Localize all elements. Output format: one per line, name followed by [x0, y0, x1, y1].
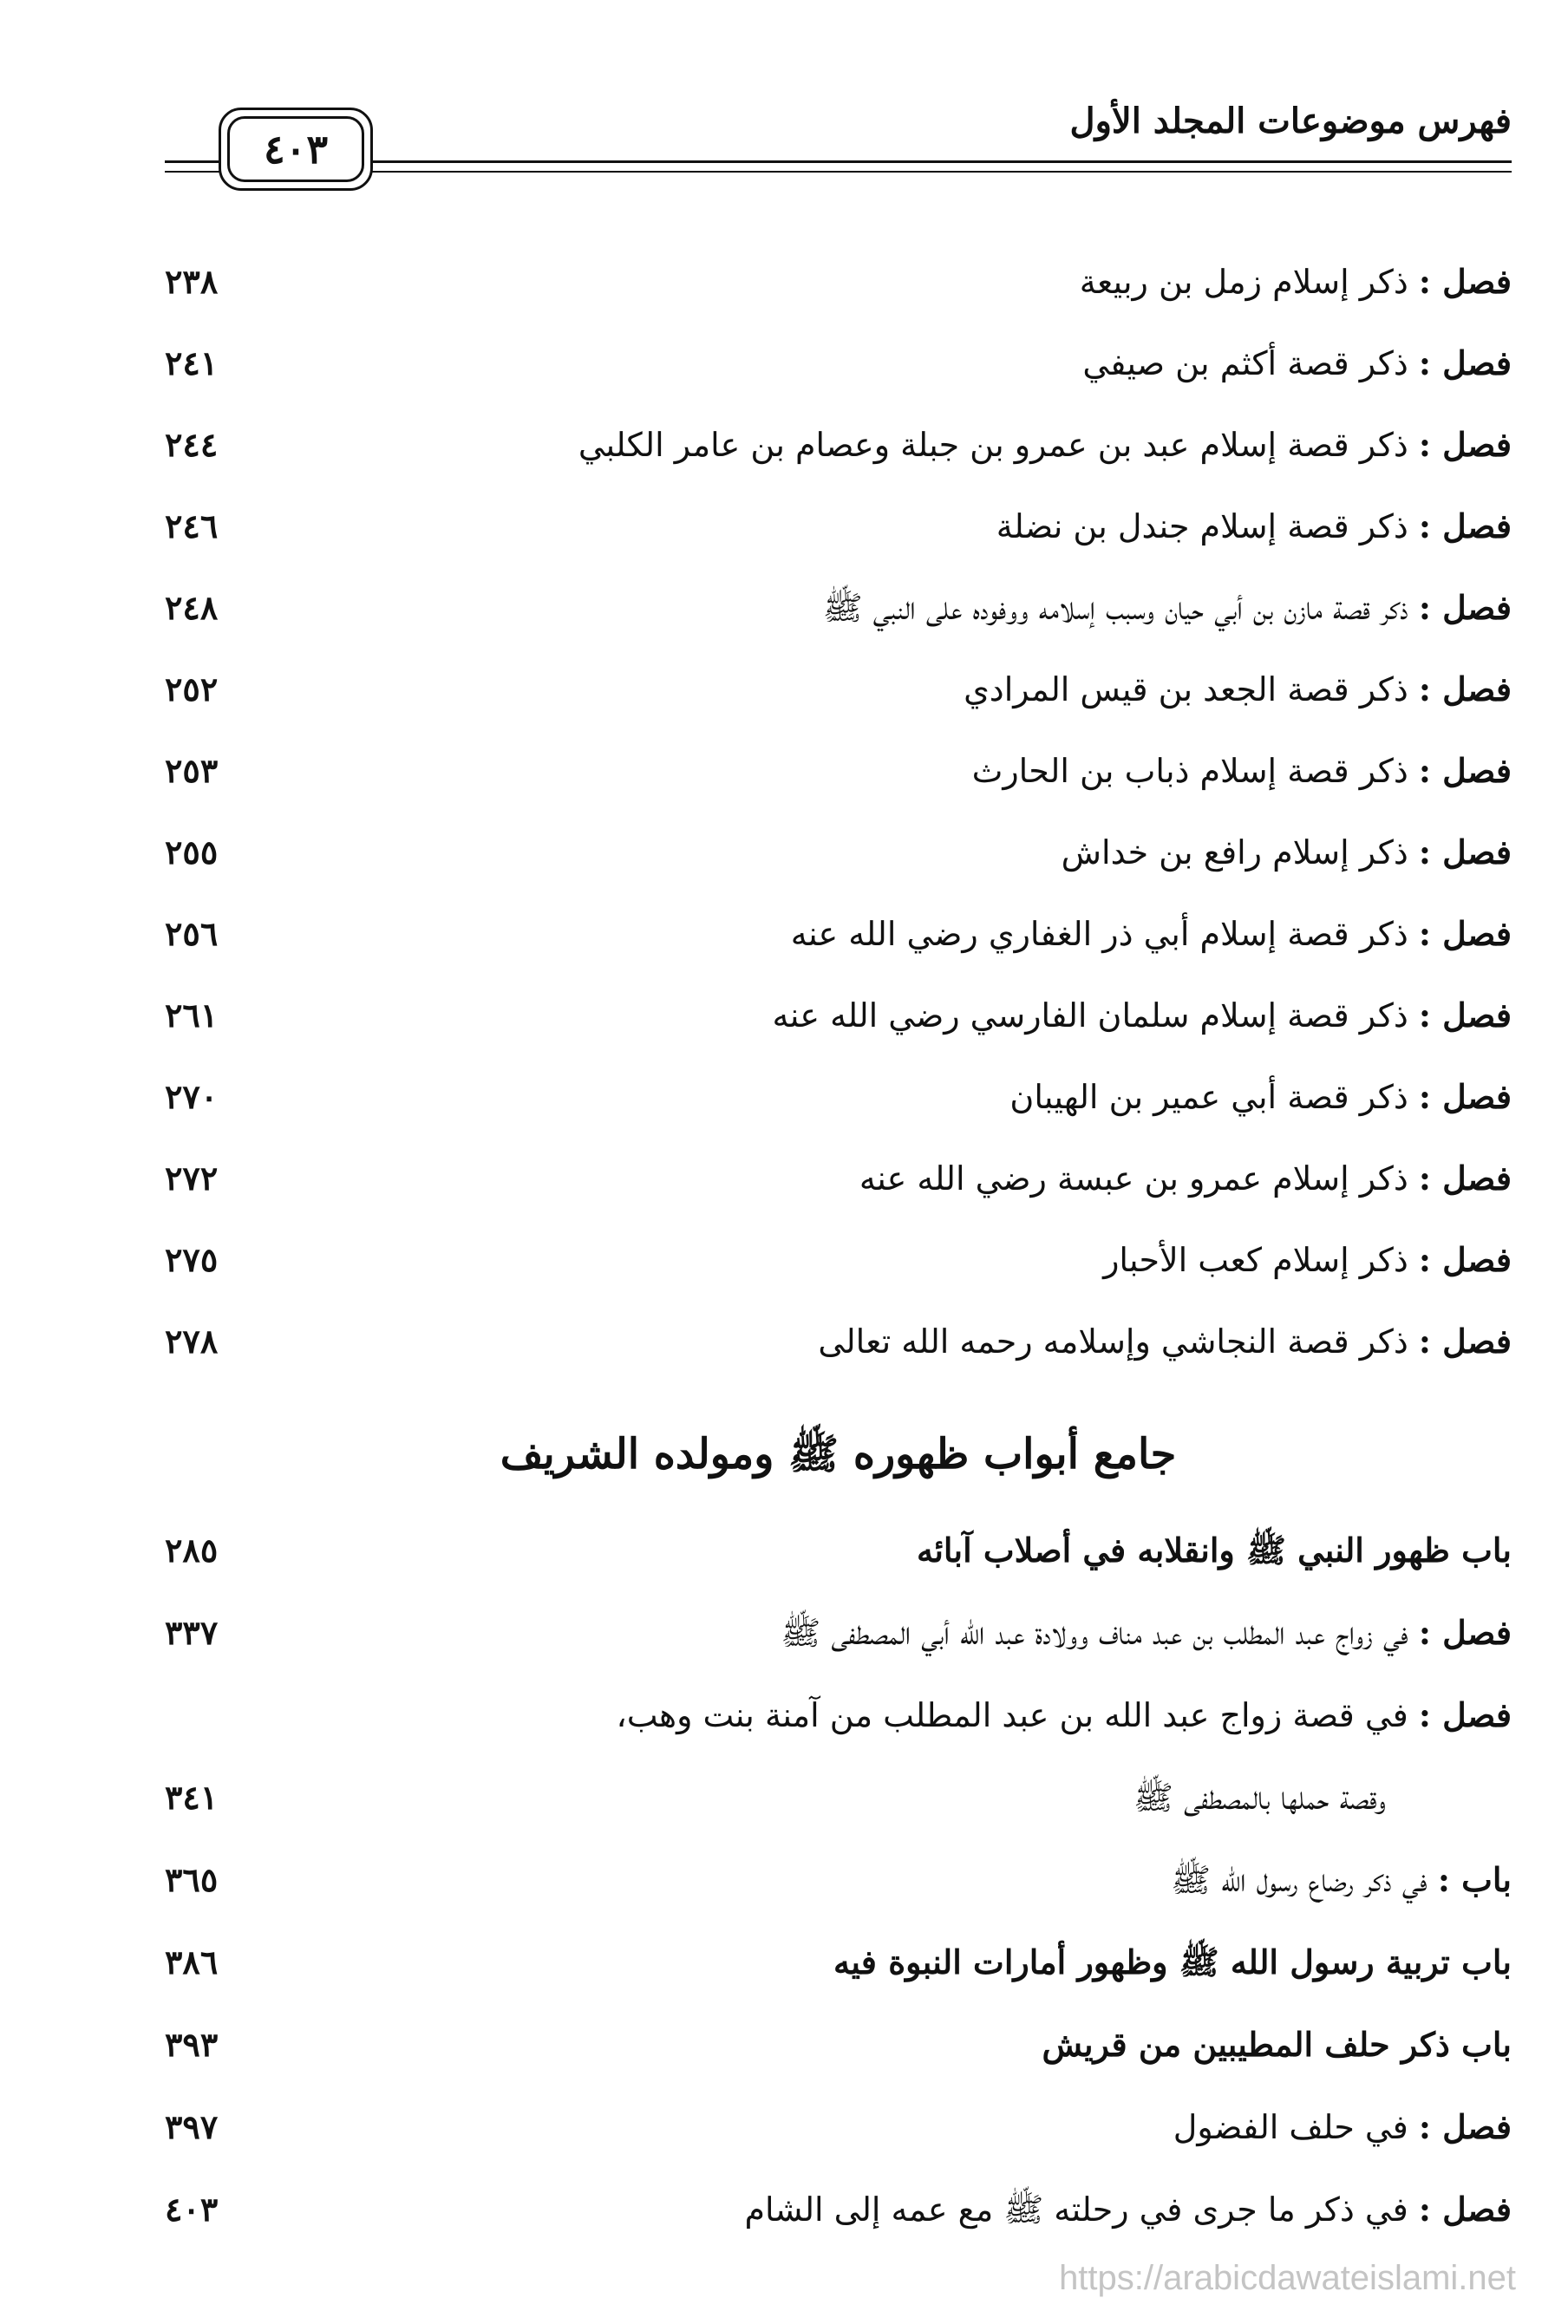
- entry-label: فصل :: [1418, 262, 1512, 301]
- entry-text: ذكر قصة إسلام سلمان الفارسي رضي الله عنه: [772, 996, 1408, 1035]
- entry-title: [744, 2185, 1512, 2234]
- index-entry: [165, 1236, 1512, 1296]
- entry-page-number: ٣٦٥: [165, 1860, 219, 1899]
- entry-label: فصل :: [1418, 1613, 1512, 1652]
- entry-text: ذكر قصة إسلام ذباب بن الحارث: [971, 752, 1408, 790]
- entry-page-number: ٢٤٨: [165, 588, 219, 627]
- entry-title: [1080, 258, 1512, 306]
- entry-page-number: ٢٧٢: [165, 1159, 219, 1198]
- entry-page-number: ٢٧٠: [165, 1077, 219, 1116]
- entry-text: ذكر إسلام كعب الأحبار: [1103, 1241, 1408, 1279]
- entry-text: ذكر إسلام زمل بن ربيعة: [1079, 263, 1408, 301]
- entry-label: فصل :: [1418, 1240, 1512, 1279]
- entry-label: فصل :: [1418, 2107, 1512, 2146]
- entry-title: [1062, 828, 1512, 877]
- entry-title: [578, 421, 1512, 469]
- entry-label: فصل :: [1418, 751, 1512, 790]
- entry-title: [1103, 1236, 1512, 1284]
- entry-page-number: ٢٥٢: [165, 669, 219, 708]
- entry-page-number: ٢٥٣: [165, 751, 219, 790]
- running-header-title: فهرس موضوعات المجلد الأول: [1069, 101, 1512, 141]
- entry-text: في قصة زواج عبد الله بن عبد المطلب من آمنة بنت وهب،: [616, 1696, 1408, 1734]
- entry-title: [773, 991, 1512, 1040]
- index-entry: [165, 2185, 1512, 2246]
- entry-label: باب :: [1437, 1860, 1512, 1899]
- entry-title: [1173, 2103, 1512, 2151]
- index-entry: [165, 1691, 1512, 1752]
- entry-title: باب تربية رسول الله ﷺ وظهور أمارات النبوة فيه: [833, 1942, 1512, 1981]
- index-entry: [165, 828, 1512, 889]
- index-entry: [165, 2020, 1512, 2081]
- entry-label: فصل :: [1418, 425, 1512, 464]
- section-heading: جامع أبواب ظهوره ﷺ ومولده الشريف: [500, 1430, 1177, 1479]
- entry-title: [1009, 1073, 1512, 1121]
- index-entry: [165, 584, 1512, 644]
- entry-title: باب ظهور النبي ﷺ وانقلابه في أصلاب آبائه: [916, 1531, 1512, 1570]
- entry-page-number: ٣٨٦: [165, 1942, 219, 1981]
- entry-text: ذكر قصة الجعد بن قيس المرادي: [964, 670, 1408, 708]
- entry-page-number: ٢٦١: [165, 996, 219, 1035]
- watermark-url: https://arabicdawateislami.net: [1059, 2259, 1516, 2297]
- entry-label: فصل :: [1418, 1322, 1512, 1361]
- entry-title: باب ذكر حلف المطيبين من قريش: [1042, 2025, 1512, 2064]
- entry-label: فصل :: [1418, 832, 1512, 872]
- entry-page-number: ٣٩٣: [165, 2025, 219, 2064]
- page-number: ٤٠٣: [263, 126, 329, 173]
- entry-page-number: ٢٤١: [165, 343, 219, 382]
- entry-label: فصل :: [1418, 996, 1512, 1035]
- index-entry: [165, 339, 1512, 400]
- entry-page-number: ٣٣٧: [165, 1613, 219, 1652]
- entry-title: [972, 747, 1512, 795]
- page-number-frame: [219, 108, 373, 191]
- entry-label: فصل :: [1418, 343, 1512, 382]
- entry-title: [996, 502, 1512, 551]
- index-entry: [165, 1317, 1512, 1378]
- entry-label: فصل :: [1418, 1159, 1512, 1198]
- entry-text: ذكر قصة إسلام جندل بن نضلة: [996, 507, 1408, 545]
- entry-label: فصل :: [1418, 1077, 1512, 1116]
- index-entry: [165, 747, 1512, 807]
- entry-title: [823, 584, 1512, 632]
- index-entry: [165, 1154, 1512, 1215]
- entry-text: ذكر قصة إسلام عبد بن عمرو بن جبلة وعصام بن عامر الكلبي: [578, 426, 1408, 464]
- entry-page-number: ٣٤١: [165, 1778, 219, 1817]
- entry-page-number: ٤٠٣: [165, 2190, 219, 2229]
- entry-label: فصل :: [1418, 588, 1512, 627]
- index-entry: [165, 910, 1512, 970]
- entry-title: وقصة حملها بالمصطفى ﷺ: [1134, 1779, 1386, 1817]
- entry-title: [859, 1154, 1512, 1203]
- index-entry: [165, 1073, 1512, 1133]
- entry-text: ذكر إسلام رافع بن خداش: [1061, 833, 1408, 872]
- entry-text: في ذكر رضاع رسول الله ﷺ: [1171, 1861, 1428, 1899]
- entry-text: ذكر قصة إسلام أبي ذر الغفاري رضي الله عنه: [790, 915, 1408, 953]
- entry-text: ذكر إسلام عمرو بن عبسة رضي الله عنه: [859, 1159, 1408, 1198]
- entry-page-number: ٢٤٦: [165, 506, 219, 545]
- entry-title: [781, 1609, 1512, 1657]
- entry-text: ذكر قصة مازن بن أبي حيان وسبب إسلامه ووفوده على النبي ﷺ: [822, 589, 1408, 627]
- index-entry: [165, 1526, 1512, 1587]
- entry-label: فصل :: [1418, 506, 1512, 545]
- index-entry: [165, 1938, 1512, 1999]
- entry-text: ذكر قصة أكثم بن صيفي: [1082, 344, 1408, 382]
- entry-label: فصل :: [1418, 669, 1512, 708]
- entry-label: فصل :: [1418, 914, 1512, 953]
- entry-page-number: ٢٥٦: [165, 914, 219, 953]
- entry-page-number: ٢٧٥: [165, 1240, 219, 1279]
- entry-title: [791, 910, 1512, 958]
- entry-page-number: ٢٤٤: [165, 425, 219, 464]
- index-entry: [165, 421, 1512, 481]
- entry-page-number: ٢٨٥: [165, 1531, 219, 1570]
- entry-title: [616, 1691, 1512, 1740]
- entry-label: فصل :: [1418, 2190, 1512, 2229]
- entry-page-number: ٢٥٥: [165, 832, 219, 872]
- index-entry: [165, 991, 1512, 1052]
- entry-text: في حلف الفضول: [1173, 2108, 1408, 2146]
- index-entry: [165, 258, 1512, 318]
- entry-page-number: ٢٧٨: [165, 1322, 219, 1361]
- entry-label: فصل :: [1418, 1695, 1512, 1734]
- entry-title: [964, 665, 1512, 714]
- entry-title: [1082, 339, 1512, 388]
- entry-title: [1171, 1856, 1512, 1904]
- entry-text: في ذكر ما جرى في رحلته ﷺ مع عمه إلى الشام: [744, 2190, 1408, 2229]
- entry-text: ذكر قصة أبي عمير بن الهيبان: [1009, 1078, 1408, 1116]
- entry-page-number: ٣٩٧: [165, 2107, 219, 2146]
- index-entry: [165, 1609, 1512, 1669]
- entry-page-number: ٢٣٨: [165, 262, 219, 301]
- index-entry-continuation: [165, 1773, 1512, 1834]
- index-entry: [165, 2103, 1512, 2164]
- index-entry: [165, 665, 1512, 726]
- index-entry: [165, 502, 1512, 563]
- entry-title: [818, 1317, 1512, 1366]
- entry-text: ذكر قصة النجاشي وإسلامه رحمه الله تعالى: [818, 1322, 1408, 1361]
- index-entry: [165, 1856, 1512, 1916]
- entry-text: في زواج عبد المطلب بن عبد مناف وولادة عبد الله أبي المصطفى ﷺ: [781, 1614, 1408, 1652]
